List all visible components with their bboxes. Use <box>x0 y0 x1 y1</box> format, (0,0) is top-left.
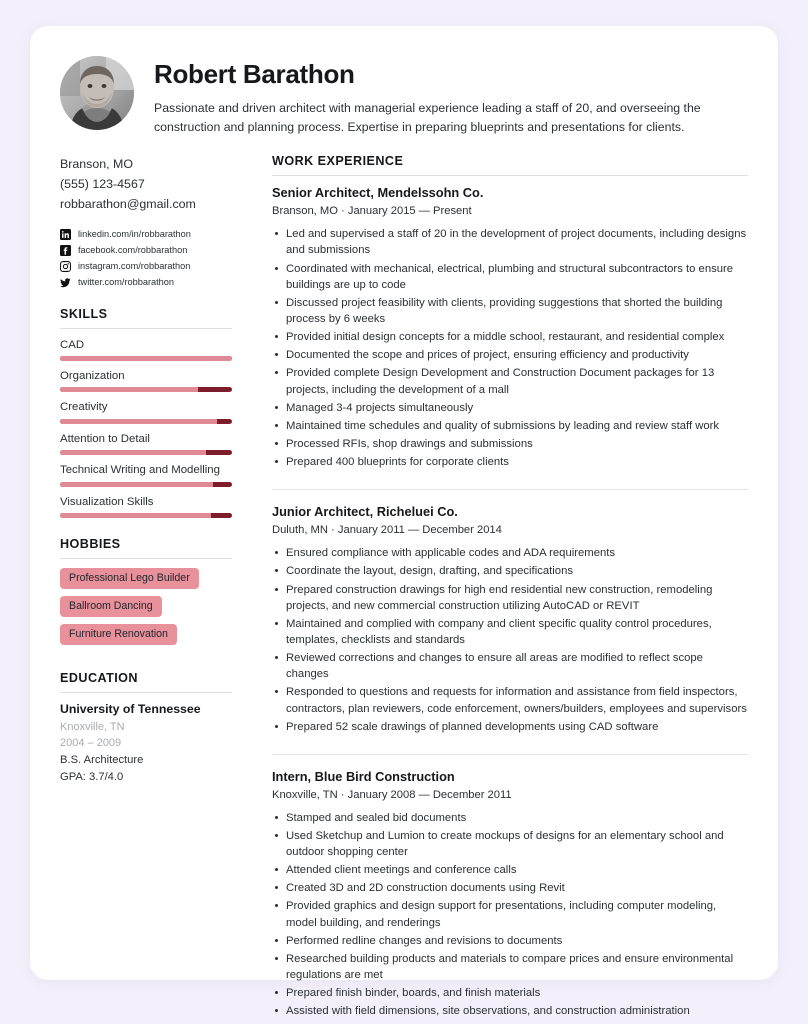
bullet: Provided initial design concepts for a middle school, restaurant, and residential complex <box>272 329 748 345</box>
bullet: Used Sketchup and Lumion to create mockups of designs for an elementary school and outdoor shopping center <box>272 828 748 860</box>
skill-item <box>60 463 232 486</box>
education-heading: EDUCATION <box>60 670 138 685</box>
experience-heading: WORK EXPERIENCE <box>272 154 404 169</box>
resume-header <box>60 52 748 154</box>
social-link-label: instagram.com/robbarathon <box>78 261 191 272</box>
job-bullets <box>272 226 748 470</box>
bullet: Managed 3-4 projects simultaneously <box>272 400 748 416</box>
contact-location: Branson, MO <box>60 157 133 172</box>
social-link-instagram[interactable] <box>60 261 232 272</box>
divider <box>272 489 748 490</box>
bullet: Reviewed corrections and changes to ensure all areas are modified to reflect scope changes <box>272 650 748 682</box>
experience-column <box>250 154 748 1023</box>
hobby-tag: Ballroom Dancing <box>60 596 162 617</box>
bullet: Coordinate the layout, design, drafting, and specifications <box>272 563 748 579</box>
bullet: Stamped and sealed bid documents <box>272 810 748 826</box>
social-link-linkedin[interactable] <box>60 229 232 240</box>
contact-email[interactable]: robbarathon@gmail.com <box>60 197 196 212</box>
bullet: Prepared 400 blueprints for corporate clients <box>272 454 748 470</box>
job-entry <box>272 185 748 474</box>
skill-label: Organization <box>60 369 125 382</box>
instagram-icon <box>60 261 71 272</box>
job-bullets <box>272 810 748 1020</box>
bullet: Maintained and complied with company and client specific quality control procedures, templates, checklists and standards <box>272 616 748 648</box>
skill-bar <box>60 482 232 487</box>
education-school: University of Tennessee <box>60 701 201 716</box>
bullet: Created 3D and 2D construction documents using Revit <box>272 880 748 896</box>
skill-item <box>60 369 232 392</box>
bullet: Prepared finish binder, boards, and finish materials <box>272 985 748 1001</box>
skill-bar <box>60 356 232 361</box>
skill-item <box>60 495 232 518</box>
social-link-label: twitter.com/robbarathon <box>78 277 175 288</box>
skill-label: Technical Writing and Modelling <box>60 464 220 477</box>
job-meta: Duluth, MN · January 2011 — December 2014 <box>272 524 502 537</box>
social-link-twitter[interactable] <box>60 277 232 288</box>
bullet: Attended client meetings and conference calls <box>272 862 748 878</box>
skill-bar <box>60 513 232 518</box>
bullet: Prepared 52 scale drawings of planned developments using CAD software <box>272 719 748 735</box>
divider <box>272 754 748 755</box>
job-entry <box>272 504 748 739</box>
bullet: Documented the scope and prices of project, ensuring efficiency and productivity <box>272 347 748 363</box>
hobbies-heading: HOBBIES <box>60 536 121 551</box>
contact-block <box>60 154 232 214</box>
bullet: Led and supervised a staff of 20 in the development of project documents, including designs and submissions <box>272 226 748 258</box>
bullet: Ensured compliance with applicable codes and ADA requirements <box>272 545 748 561</box>
twitter-icon <box>60 277 71 288</box>
avatar <box>60 56 134 130</box>
skills-list <box>60 338 232 518</box>
social-link-label: facebook.com/robbarathon <box>78 245 188 256</box>
social-links <box>60 229 232 288</box>
skill-bar-fill <box>60 482 213 487</box>
job-entry <box>272 769 748 1024</box>
skill-label: Attention to Detail <box>60 432 150 445</box>
skill-bar <box>60 450 232 455</box>
divider <box>60 558 232 559</box>
education-degree: B.S. Architecture <box>60 753 144 766</box>
divider <box>60 328 232 329</box>
job-title: Junior Architect, Richeluei Co. <box>272 504 458 520</box>
hobbies-list <box>60 568 232 652</box>
skill-bar-fill <box>60 387 198 392</box>
contact-phone[interactable]: (555) 123-4567 <box>60 177 145 192</box>
linkedin-icon <box>60 229 71 240</box>
skill-item <box>60 338 232 361</box>
bullet: Prepared construction drawings for high end residential new construction, remodeling projects, and new commercial construction utilizing AutoCAD or REVIT <box>272 582 748 614</box>
bullet: Coordinated with mechanical, electrical, plumbing and structural subcontractors to ensure buildings are up to code <box>272 261 748 293</box>
skill-label: CAD <box>60 338 85 351</box>
job-title: Intern, Blue Bird Construction <box>272 768 455 784</box>
skill-bar-fill <box>60 419 217 424</box>
social-link-facebook[interactable] <box>60 245 232 256</box>
education-entry <box>60 702 232 787</box>
skill-item <box>60 432 232 455</box>
skills-heading: SKILLS <box>60 306 108 321</box>
education-dates: 2004 – 2009 <box>60 737 122 750</box>
resume-body <box>60 154 748 1023</box>
hobby-tag: Furniture Renovation <box>60 624 177 645</box>
sidebar-column <box>60 154 250 1023</box>
bullet: Performed redline changes and revisions to documents <box>272 933 748 949</box>
social-link-label: linkedin.com/in/robbarathon <box>78 229 191 240</box>
divider <box>272 175 748 176</box>
job-bullets <box>272 545 748 735</box>
bullet: Discussed project feasibility with clients, providing suggestions that shorted the building process by 6 weeks <box>272 295 748 327</box>
skill-bar <box>60 387 232 392</box>
page-title: Robert Barathon <box>154 59 355 89</box>
skill-bar-fill <box>60 450 206 455</box>
skill-label: Visualization Skills <box>60 495 154 508</box>
job-meta: Knoxville, TN · January 2008 — December 2011 <box>272 788 512 801</box>
skill-bar-fill <box>60 356 232 361</box>
divider <box>60 692 232 693</box>
bullet: Provided graphics and design support for presentations, including computer modeling, model building, and renderings <box>272 898 748 930</box>
bullet: Assisted with field dimensions, site observations, and construction administration <box>272 1003 748 1019</box>
education-location: Knoxville, TN <box>60 720 125 733</box>
skill-label: Creativity <box>60 401 108 414</box>
skill-bar-fill <box>60 513 211 518</box>
hobby-tag: Professional Lego Builder <box>60 568 199 589</box>
bullet: Responded to questions and requests for information and assistance from field inspectors, contractors, plan reviewers, code enforcement, owners/builders, employees and supervisors <box>272 684 748 716</box>
bullet: Researched building products and materials to compare prices and ensure environmental regulations are met <box>272 951 748 983</box>
job-title: Senior Architect, Mendelssohn Co. <box>272 185 484 201</box>
education-gpa: GPA: 3.7/4.0 <box>60 771 124 784</box>
bullet: Processed RFIs, shop drawings and submissions <box>272 436 748 452</box>
skill-bar <box>60 419 232 424</box>
job-meta: Branson, MO · January 2015 — Present <box>272 205 472 218</box>
profile-photo-icon <box>60 56 134 130</box>
resume-document <box>30 26 778 1018</box>
facebook-icon <box>60 245 71 256</box>
skill-item <box>60 400 232 423</box>
profile-summary: Passionate and driven architect with managerial experience leading a staff of 20, and overseeing the construction and planning process. Expertise in preparing blueprints and presentations for clients. <box>154 100 701 134</box>
bullet: Maintained time schedules and quality of submissions by leading and review staff work <box>272 418 748 434</box>
bullet: Provided complete Design Development and Construction Document packages for 13 projects, including the development of a mall <box>272 365 748 397</box>
